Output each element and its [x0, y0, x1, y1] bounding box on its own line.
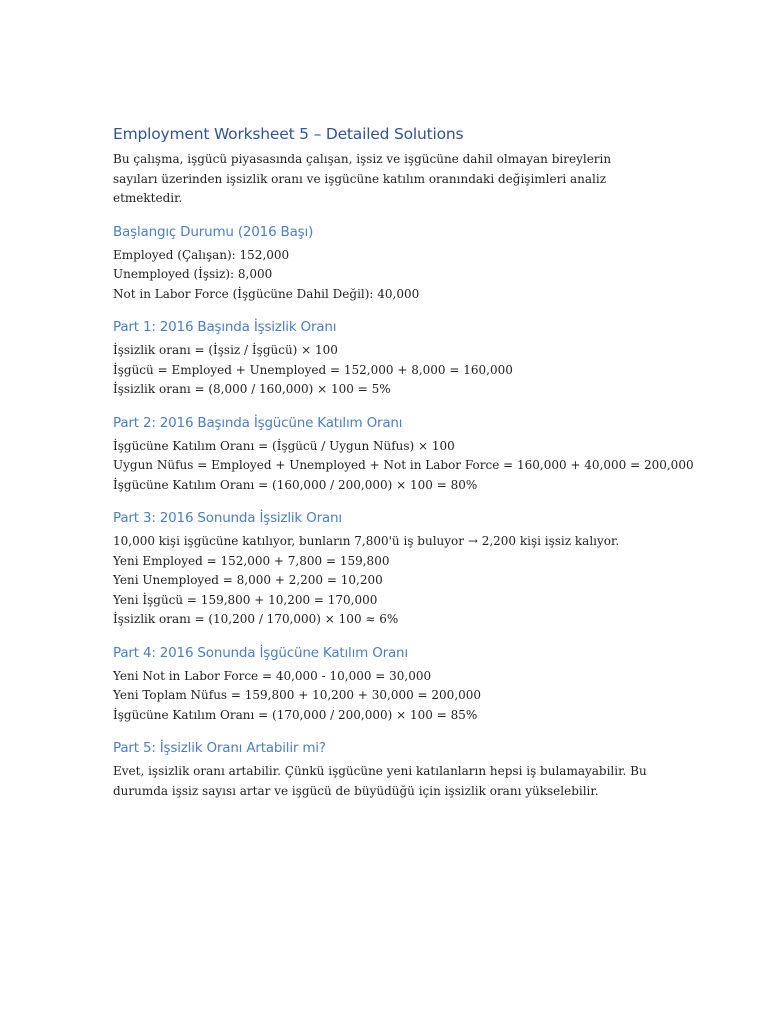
section-part-5 — [113, 737, 658, 801]
document-page — [113, 122, 694, 801]
section-paragraph: Evet, işsizlik oranı artabilir. Çünkü işgücüne yeni katılanların hepsi iş bulamayabilir. Bu durumda işsiz sayısı artar ve işgücü de büyüdüğü için işsizlik oranı yükselebilir. — [113, 764, 647, 798]
section-part-1 — [113, 316, 658, 400]
section-line: İşsizlik oranı = (10,200 / 170,000) × 100 ≈ 6% — [113, 612, 399, 626]
section-line: Yeni Employed = 152,000 + 7,800 = 159,800 — [113, 553, 390, 568]
section-line: 10,000 kişi işgücüne katılıyor, bunların 7,800'ü iş buluyor → 2,200 kişi işsiz kalıyor. — [113, 534, 620, 548]
section-heading: Part 2: 2016 Başında İşgücüne Katılım Oranı — [113, 414, 403, 431]
section-line: Not in Labor Force (İşgücüne Dahil Değil): 40,000 — [113, 286, 420, 301]
section-part-3 — [113, 507, 658, 630]
section-line: Yeni Toplam Nüfus = 159,800 + 10,200 + 30,000 = 200,000 — [113, 688, 482, 702]
section-part-2 — [113, 412, 694, 496]
section-line: İşgücüne Katılım Oranı = (170,000 / 200,000) × 100 = 85% — [113, 707, 478, 722]
section-line: Unemployed (İşsiz): 8,000 — [113, 267, 273, 281]
section-line: Yeni Not in Labor Force = 40,000 - 10,000 = 30,000 — [113, 668, 432, 683]
section-line: İşsizlik oranı = (8,000 / 160,000) × 100 = 5% — [113, 382, 391, 396]
section-heading: Part 4: 2016 Sonunda İşgücüne Katılım Oranı — [113, 644, 408, 661]
section-initial-state — [113, 221, 658, 305]
section-line: Yeni İşgücü = 159,800 + 10,200 = 170,000 — [113, 592, 378, 607]
intro-paragraph: Bu çalışma, işgücü piyasasında çalışan, işsiz ve işgücüne dahil olmayan bireylerin sayıları üzerinden işsizlik oranı ve işgücüne katılım oranındaki değişimleri analiz etmektedir. — [113, 152, 612, 205]
section-part-4 — [113, 642, 658, 726]
section-heading: Başlangıç Durumu (2016 Başı) — [113, 223, 314, 240]
section-line: İşgücü = Employed + Unemployed = 152,000 + 8,000 = 160,000 — [113, 362, 513, 377]
section-heading: Part 1: 2016 Başında İşsizlik Oranı — [113, 319, 337, 335]
section-line: İşgücüne Katılım Oranı = (160,000 / 200,000) × 100 = 80% — [113, 477, 478, 492]
section-line: Employed (Çalışan): 152,000 — [113, 247, 290, 262]
document-title: Employment Worksheet 5 – Detailed Solutions — [113, 125, 464, 143]
section-heading: Part 5: İşsizlik Oranı Artabilir mi? — [113, 740, 326, 756]
section-heading: Part 3: 2016 Sonunda İşsizlik Oranı — [113, 510, 342, 526]
section-line: Uygun Nüfus = Employed + Unemployed + Not in Labor Force = 160,000 + 40,000 = 200,000 — [113, 458, 694, 472]
section-line: İşgücüne Katılım Oranı = (İşgücü / Uygun Nüfus) × 100 — [113, 438, 455, 453]
section-line: İşsizlik oranı = (İşsiz / İşgücü) × 100 — [113, 343, 338, 357]
section-line: Yeni Unemployed = 8,000 + 2,200 = 10,200 — [113, 573, 383, 587]
